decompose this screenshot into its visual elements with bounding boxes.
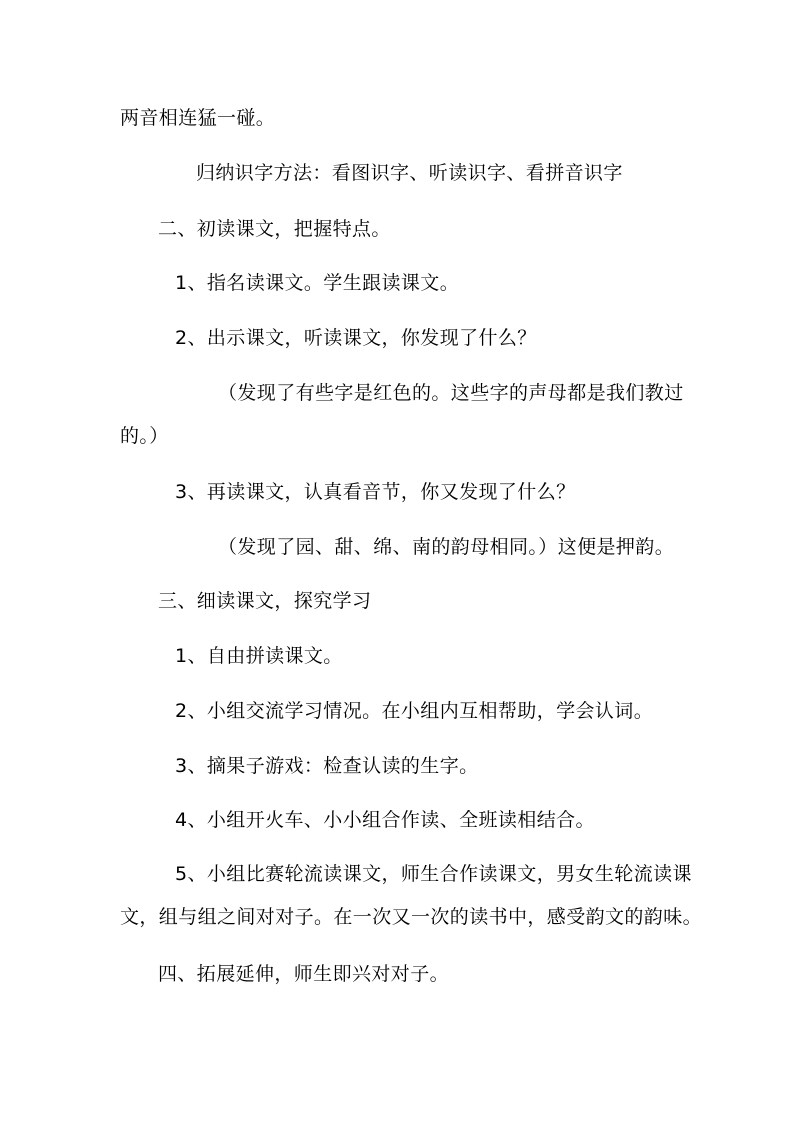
section-heading-2: 二、初读课文，把握特点。 xyxy=(158,218,391,240)
text-line-discovery-2: （发现了园、甜、绵、南的韵母相同。）这便是押韵。 xyxy=(218,536,675,558)
text-line-discovery-1: （发现了有些字是红色的。这些字的声母都是我们教过 xyxy=(218,382,684,404)
section-heading-4: 四、拓展延伸，师生即兴对对子。 xyxy=(158,963,450,985)
section-heading-3: 三、细读课文，探究学习 xyxy=(158,590,372,612)
text-line-continuation: 两音相连猛一碰。 xyxy=(120,107,276,129)
list-item-3-4: 4、小组开火车、小小组合作读、全班读相结合。 xyxy=(175,809,595,831)
list-item-3-5: 5、小组比赛轮流读课文，师生合作读课文，男女生轮流读课 xyxy=(175,863,692,885)
list-item-3-5-cont: 文，组与组之间对对子。在一次又一次的读书中，感受韵文的韵味。 xyxy=(120,906,703,928)
list-item-2-2: 2、出示课文，听读课文，你发现了什么？ xyxy=(175,327,537,349)
list-item-2-1: 1、指名读课文。学生跟读课文。 xyxy=(175,272,460,294)
text-line-summary-methods: 归纳识字方法：看图识字、听读识字、看拼音识字 xyxy=(196,162,623,184)
list-item-2-3: 3、再读课文，认真看音节，你又发现了什么？ xyxy=(175,481,576,503)
list-item-3-3: 3、摘果子游戏：检查认读的生字。 xyxy=(175,755,479,777)
text-line-discovery-1-cont: 的。） xyxy=(120,425,169,447)
list-item-3-2: 2、小组交流学习情况。在小组内互相帮助，学会认词。 xyxy=(175,700,654,722)
list-item-3-1: 1、自由拼读课文。 xyxy=(175,645,343,667)
